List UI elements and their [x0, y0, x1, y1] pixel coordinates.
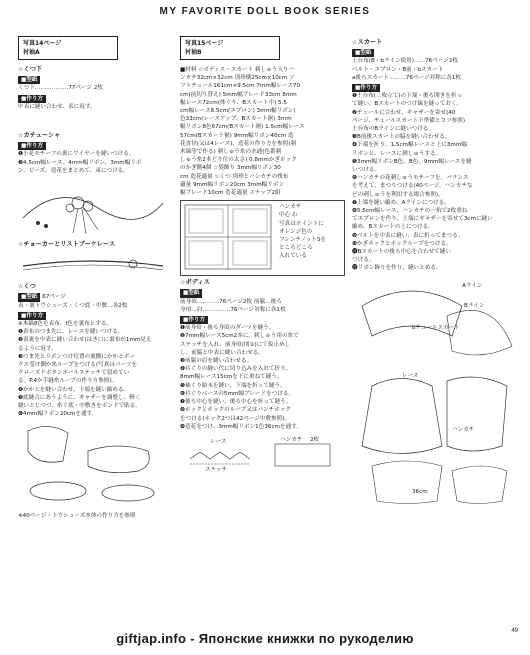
katyusha-heading: ☆カチューシャ	[18, 132, 61, 140]
bodice-line: し、前脇と中表に縫い合わせる。	[180, 349, 264, 356]
method-tag: ■作り方	[18, 142, 46, 150]
skirt-line: ❶土台布(二枚立て)の下端・後ろ開きを折っ	[352, 93, 463, 100]
shoes-cut: 表・裏トウシューズ・くつ底・中敷…各2枚	[18, 302, 128, 309]
skirt-pattern: 土台布(B・bライン使用)……76ページ2枚	[352, 58, 459, 65]
skirt-line: ⓬リボン飾りを作り、縫いとめる。	[352, 265, 442, 272]
bodice-line: 8mm幅レース15cmを下に重ねて縫う。	[180, 374, 283, 381]
pattern-tag: ■型紙	[180, 289, 202, 297]
skirt-pattern: ベルト・エプロン・B前・bスカート	[352, 66, 444, 73]
material-line: 幅レース72cm(体ぐり、Bスカート中) 5.5	[180, 99, 287, 106]
bodice-line: ❽ホックとホックのループ又はパンチホック	[180, 407, 292, 414]
shoes-line: ❺底縫合にあうように、ギャザーを調整し、軽く	[18, 394, 141, 401]
shoes-line: る。P.4か手縫糸ループの作り方参照)。	[18, 378, 118, 385]
diagram-note: フレンチノットSを	[279, 237, 327, 244]
photo-ref-title: 衬袖B	[185, 49, 202, 56]
shoes-line: 縫いとじつつ、糸ぐ底・中敷きをボンドで貼る。	[18, 403, 141, 410]
material-line: フトチュール161cm×9.5cm 7mm幅レース70	[180, 83, 301, 90]
material-line: cm 造花適量 ☆くつ 別珍とハンカチの残布	[180, 173, 289, 180]
bodice-line: ❾造花をつけ、3mm幅リボン1色36cmを通す。	[180, 423, 302, 430]
photo-ref-box-b	[180, 36, 280, 60]
diagram-note: ところどころ	[279, 245, 313, 252]
lace-stitch-diagram	[180, 434, 345, 474]
stitch-label: ステッチ	[205, 466, 228, 473]
skirt-line: ❷チュールに合わせ、ギャザーを寄せ(40	[352, 109, 456, 116]
material-line: cm(前切り替え) 5mm幅ブレード33cm 8mm	[180, 91, 297, 98]
diagram-note: ハンカチ	[279, 204, 302, 211]
material-line: 適量 9mm幅リボン20cm 3mm幅リボン	[180, 181, 285, 188]
material-line: 木綿等で作る) 刺しゅう糸の水通(色番刺	[180, 149, 282, 156]
lace-label: レース	[210, 438, 227, 445]
katyusha-line: ❷4.5cm幅レース、4mm幅リボン、3mm幅リボ	[18, 159, 142, 166]
sock-pattern: くつ下………………77ページ 2枚	[18, 85, 104, 92]
bodice-line: ステッチを入れ、前身頃(図①)にて仮止めし	[180, 341, 291, 348]
skirt-illustration	[352, 276, 517, 506]
method-tag: ■作り方	[18, 95, 46, 103]
skirt-line: 縮め、Bスカートの上につける。	[352, 224, 434, 231]
shoes-line: ❻4mm幅リボン20cmを通す。	[18, 411, 98, 418]
diagram-note: オレンジ色の	[279, 228, 313, 235]
material-line: 花直径(又は4レース)、造花の作り方を参照(刺	[180, 140, 297, 147]
skirt-line: ❾ベルトを中表に縫い、表に折ってまつる。	[352, 232, 464, 239]
skirt-pattern: a後ろスカート………76ページ対称に各1枚	[352, 74, 462, 81]
handkerchief-label: ハンカチ	[280, 436, 303, 443]
photo-ref-title: 衬袖A	[23, 49, 40, 56]
skirt-line: ❸B前後スカートの脇を縫い合わせる。	[352, 134, 451, 141]
pattern-tag: ■型紙	[352, 49, 374, 57]
skirt-line: て縫い、Bスカートのつけ線を縫っておく。	[352, 101, 463, 108]
bodice-line: ❹衿ぐりの縫い代に切り込みを入れて折り、	[180, 366, 292, 373]
handkerchief-label: ハンカチ	[452, 426, 475, 433]
shoes-line: クス受け側か糸ループをつける(写真はパーツを	[18, 362, 138, 369]
b-line-label: Bライン	[464, 302, 485, 309]
a-line-label: Aライン	[462, 282, 483, 289]
choker-illustration	[18, 252, 168, 280]
shoes-line: ❸つま先とリボンつけ位置の裏側にかかとボッ	[18, 353, 135, 360]
count-label: 2枚	[310, 436, 320, 443]
shoes-line: るように返す。	[18, 345, 57, 352]
skirt-line: ❽5.5cm幅レース、ハンカチの一角で2枚重ね	[352, 208, 468, 215]
pattern-tag: ■型紙	[18, 293, 40, 301]
skirt-line: ❼上端を縫い縮め、Aラインにつける。	[352, 199, 450, 206]
shoes-illustration	[18, 421, 168, 509]
skirt-line: ⓫Bスカートの後ろ中心を合わせて縫い	[352, 249, 451, 256]
diagram-note: 中心 わ	[279, 212, 298, 219]
bodice-line: ❻衿ぐりべースの5mm幅ブレードをつける。	[180, 390, 295, 397]
bodice-pattern: 身頃…肩……………76ページ対称に各1枚	[180, 306, 286, 313]
footer-watermark: giftjap.info - Японские книжки по рукоделию	[116, 631, 414, 646]
shoes-line: ❹かかとを縫い合わせ、下端を縫い縮める。	[18, 386, 130, 393]
katyusha-illustration	[18, 178, 168, 238]
page-number: 49	[511, 628, 518, 634]
bodice-line: ❺袖ぐり始末を縫い、下端を折って縫う。	[180, 382, 286, 389]
skirt-heading: ☆スカート	[352, 39, 383, 46]
skirt-line: ページ、チュールスカート下準備とコツ参照)	[352, 117, 466, 124]
method-tag: ■作り方	[180, 316, 208, 324]
middle-column	[180, 36, 345, 477]
photo-ref-page: 写真15ページ	[185, 40, 224, 47]
pattern-tag: ■型紙	[18, 76, 40, 84]
method-tag: ■作り方	[352, 84, 380, 92]
skirt-line: を考えて、まつりつける(40ページ、ハンカチな	[352, 183, 473, 190]
bodice-heading: ☆ボディス	[180, 279, 210, 287]
length-label: 36cm	[412, 488, 428, 495]
skirt-line: ❻ハンカチの花刺しゅうモチーフを、バランス	[352, 175, 469, 182]
shoes-line: ❷表裏を中表に縫い合わせ(はき口に裏布が1mm見え	[18, 337, 152, 344]
shoes-heading: ☆くつ	[18, 283, 36, 291]
right-column	[352, 36, 517, 509]
shoes-line: ❶表布のつま先に、レースを縫いつける。	[18, 329, 124, 336]
material-line: ンカチ32cm×32cm 別珍横25cm×10cm ソ	[180, 75, 295, 82]
skirt-line: いつける。	[352, 167, 380, 174]
skirt-line: ❿かぎホックとホックループをつける。	[352, 240, 452, 247]
shoes-pattern-page: 67ページ	[42, 294, 67, 301]
skirt-line: 土台布のBラインに縫いつける。	[352, 126, 434, 133]
bodice-pattern: 前身頃…………76ページ2枚 前脇…後ろ	[180, 298, 282, 305]
bodice-line: ❸前脇の肩を縫い合わせる。	[180, 358, 253, 365]
diagram-note: 写真はポイントに	[279, 220, 324, 227]
material-line: ■材料 ☆ボディス・スカート 刺しゅう入りハ	[180, 67, 295, 73]
handkerchief-layout-diagram	[180, 200, 345, 276]
skirt-line: どの刺しゅうを利用する場合参照)。	[352, 191, 444, 198]
katyusha-line: ン、ビーズ、造花をまとめて、束につける。	[18, 167, 129, 174]
skirt-line: リボンと、レースに刺しゅうする。	[352, 150, 442, 157]
material-line: 57cm(Bスカート裾) 9mm幅リボン40cm 造	[180, 132, 294, 139]
shoes-line: クローズドボタンホールステッチで留めてい	[18, 370, 130, 377]
bodice-line: をつける(ホック2つは42ページ中敷参照)。	[180, 415, 291, 422]
choker-heading: ☆チョーカーとリストブーケレース	[18, 241, 116, 249]
skirt-line: つける。	[352, 257, 375, 264]
material-line: しゅう糸2本どり位の太さ) 0.8mmかぎホック	[180, 157, 297, 164]
tulle-skirt-label: bチュールスカート	[412, 324, 460, 331]
photo-ref-page: 写真14ページ	[23, 40, 62, 47]
bodice-line: ❶前身頃・後ろ身頃のダーツを縫う。	[180, 325, 275, 332]
diagram-note: 入れている	[279, 253, 307, 260]
material-line: cm幅レース8.5cm(エプロン) 3mm幅リボン(	[180, 108, 296, 115]
left-column	[18, 36, 168, 521]
bodice-line: ❷7mm幅レース5cm2本に、刺しゅう用の糸で	[180, 333, 299, 340]
skirt-line: てエプロンを作り、上端にギャザーを寄せて3cmに縫い	[352, 216, 493, 223]
material-line: 幅リボン8色67cm(Bスカート裾) 1.5cm幅レース	[180, 124, 305, 131]
skirt-line: ❹下端を折り、1.5cm幅レースと上に3mm幅	[352, 142, 467, 149]
shoes-line: ※木綿8色を表布、f色を裏布とする。	[18, 321, 113, 328]
material-line: のかぎ側4個 ☆髪飾り 3mm幅リボン30	[180, 165, 281, 172]
photo-ref-box-a	[18, 36, 118, 60]
material-line: 色33cm(レースアップ、Bスカート裾) 3mm	[180, 116, 292, 123]
method-tag: ■作り方	[18, 312, 46, 320]
katyusha-line: ❶小花モチーフの裏にワイヤーを縫いつける。	[18, 151, 135, 158]
material-line: 幅ブレード10cm 造花適量 スナップ2組	[180, 190, 281, 197]
skirt-line: ❺3mm幅リボンB色、B色、9mm幅レースを縫	[352, 158, 472, 165]
sock-method: 中表に縫い合わせ、表に返す。	[18, 103, 96, 110]
lace-label: レース	[402, 372, 419, 379]
series-header: MY FAVORITE DOLL BOOK SERIES	[159, 6, 371, 17]
sock-heading: ☆くつ下	[18, 66, 43, 73]
shoes-note: ※40ページ・トウシューズ本体の作り方を参照	[18, 513, 136, 520]
bodice-line: ❼後ろ中心を縫い、後ろ中心を折って縫う。	[180, 399, 292, 406]
